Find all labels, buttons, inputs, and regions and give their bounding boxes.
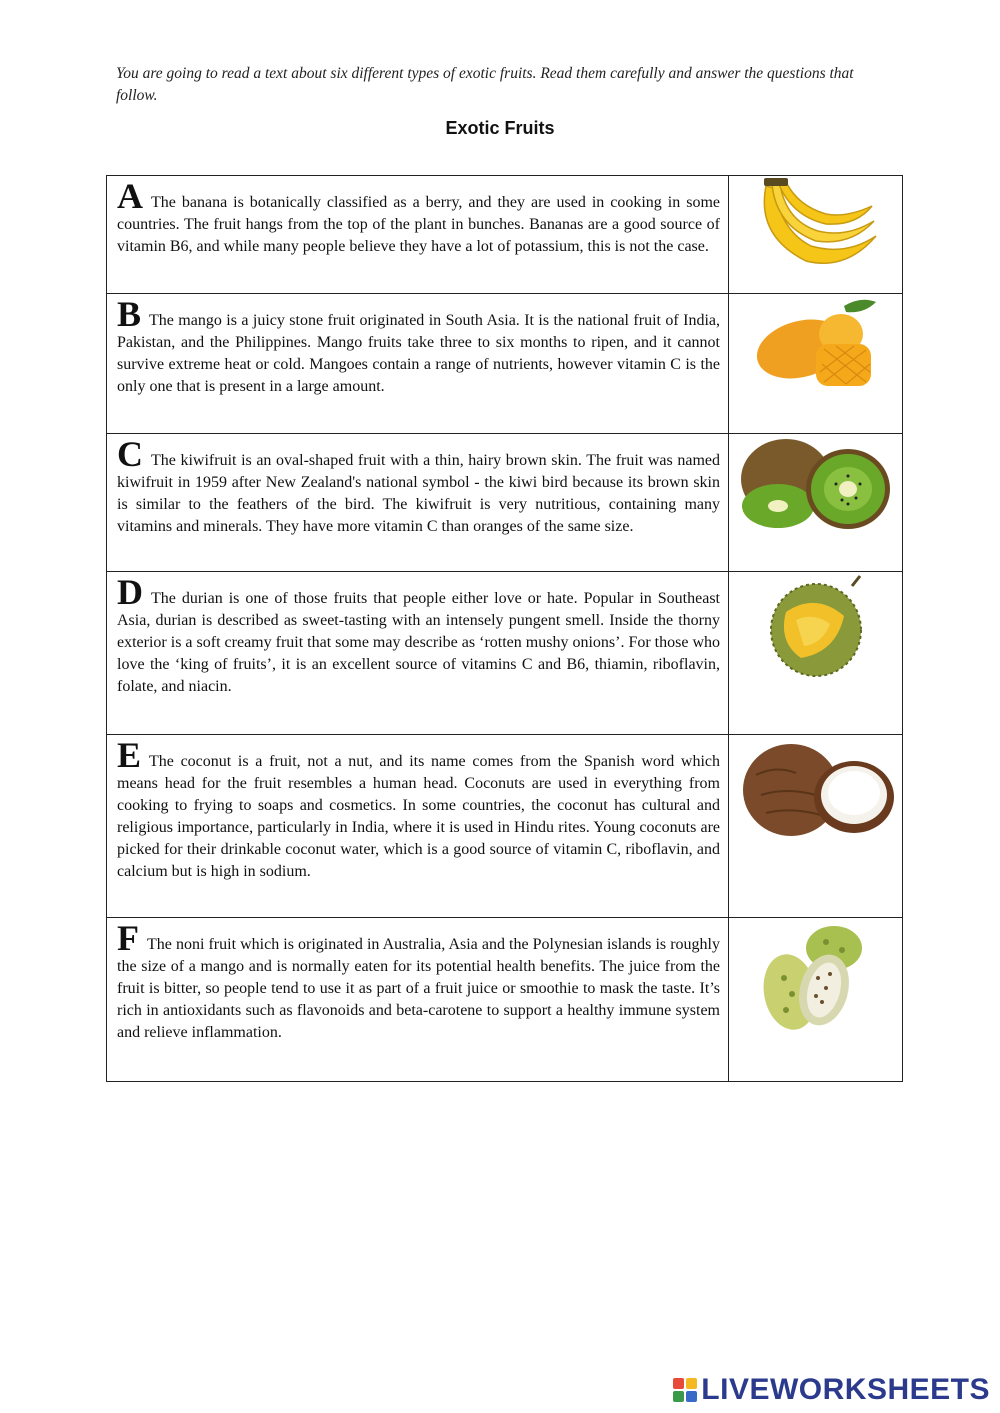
fruit-row-b (107, 294, 903, 434)
instructions-text: You are going to read a text about six different types of exotic fruits. Read them carefully and answer the questions that follow. (116, 65, 854, 104)
fruit-description: The durian is one of those fruits that people either love or hate. Popular in Southeast Asia, durian is described as sweet-tasting with an intensely pungent smell. Inside the thorny exterior is a soft creamy fruit that some may describe as ‘rotten mushy onions’. For those who love the ‘king of fruits’, it is an excellent source of vitamins C and B6, thiamin, riboflavin, folate, and niacin. (117, 590, 720, 695)
fruit-row-a (107, 176, 903, 294)
fruit-description: The kiwifruit is an oval-shaped fruit with a thin, hairy brown skin. The fruit was named kiwifruit in 1959 after New Zealand's national symbol - the kiwi bird because its brown skin is similar to the feathers of the bird. The kiwifruit is very nutritious, containing many vitamins and minerals. They have more vitamin C than oranges of the same size. (117, 452, 720, 535)
banana-image (746, 176, 886, 276)
fruit-row-d (107, 572, 903, 735)
fruit-description: The noni fruit which is originated in Australia, Asia and the Polynesian islands is roughly the size of a mango and is normally eaten for its potential health benefits. The juice from the fruit is bitter, so people tend to use it as part of a fruit juice or smoothie to mask the taste. It’s rich in antioxidants such as flavonoids and beta-carotene to support a healthy immune system and relieve inflammation. (117, 936, 720, 1041)
fruits-table (106, 175, 903, 1082)
liveworksheets-logo (673, 1373, 990, 1407)
noni-image (756, 918, 876, 1038)
fruit-letter: A (117, 176, 143, 216)
fruit-letter: E (117, 735, 142, 775)
logo-text: LIVEWORKSHEETS (701, 1373, 990, 1406)
coconut-image (736, 735, 896, 845)
fruit-description: The banana is botanically classified as a berry, and they are used in cooking in some countries. The fruit hangs from the top of the plant in bunches. Bananas are a good source of vitamin B6, and while many people believe they have a lot of potassium, this is not the case. (117, 194, 720, 255)
fruit-letter: F (117, 918, 139, 958)
fruit-row-e (107, 735, 903, 918)
fruit-description: The coconut is a fruit, not a nut, and its name comes from the Spanish word which means head for the fruit resembles a human head. Coconuts are used in everything from cooking to frying to soaps and cosmetics. In some countries, the coconut has cultural and religious importance, particularly in India, where it is used in Hindu rites. Young coconuts are picked for their drinkable coconut water, which is a good source of vitamin C, riboflavin, and calcium but is high in sodium. (117, 753, 720, 880)
fruit-row-f (107, 918, 903, 1082)
logo-icon (673, 1378, 697, 1402)
mango-image (746, 294, 886, 394)
fruit-description: The mango is a juicy stone fruit originated in South Asia. It is the national fruit of India, Pakistan, and the Philippines. Mango fruits take three to six months to ripen, and it cannot survive extreme heat or cold. Mangoes contain a range of nutrients, however vitamin C is the only one that is present in a large amount. (117, 312, 720, 395)
fruit-letter: C (117, 434, 143, 474)
fruit-row-c (107, 434, 903, 572)
durian-image (756, 572, 876, 682)
fruit-letter: D (117, 572, 143, 612)
page-title: Exotic Fruits (445, 118, 555, 138)
fruit-letter: B (117, 294, 142, 334)
kiwi-image (736, 434, 896, 534)
